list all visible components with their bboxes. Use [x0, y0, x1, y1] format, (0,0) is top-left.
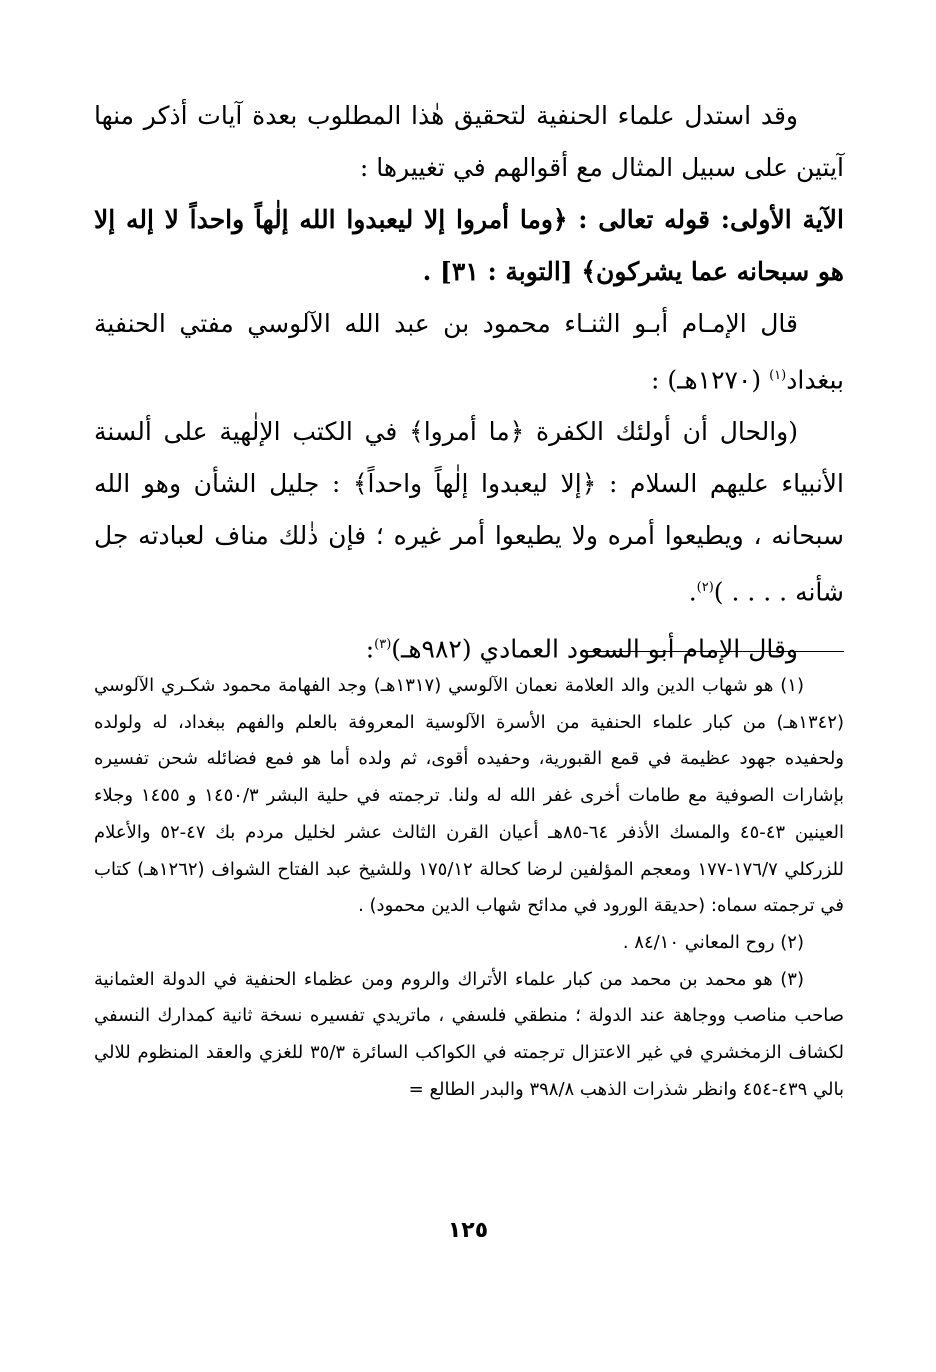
- alusi-quote-tail: .: [688, 577, 697, 607]
- alusi-quote-text: (والحال أن أولئك الكفرة ﴿ما أمروا﴾ في الكتب الإلٰهية على ألسنة الأنبياء عليهم السلام : ﴿إلا ليعبدوا إلٰهاً واحداً﴾ : جليل الشأن وهو الله سبحانه ، ويطيعوا أمره ولا يطيعوا أمر غيره ؛ فإن ذٰلك مناف لعبادته جل شأنه . . . . ): [94, 417, 844, 607]
- main-text-block: [94, 90, 844, 675]
- footnote-divider: [582, 651, 844, 652]
- footnote-ref-2: (٢): [696, 580, 714, 596]
- intro-paragraph: وقد استدل علماء الحنفية لتحقيق هٰذا المطلوب بعدة آيات أذكر منها آيتين على سبيل المثال مع أقوالهم في تغييرها :: [94, 101, 844, 182]
- footnote-1: (١) هو شهاب الدين والد العلامة نعمان الآلوسي (١٣١٧هـ) وجد الفهامة محمود شكـري الآلوسي (١٣٤٢هـ) من كبار علماء الحنفية من الأسرة الآلوسية المعروفة بالعلم والفهم ببغداد، له ولولده ولحفيده جهود عظيمة في قمع القبورية، وحفيده أقوى، ثم ولده أما هو فمع فضائله شحن تفسيره بإشارات الصوفية مع طامات أخرى غفر الله له ولنا. ترجمته في حلية البشر ١٤٥٠/٣ و ١٤٥٥ وجلاء العينين ٤٣-٤٥ والمسك الأذفر ٦٤-٨٥هـ أعيان القرن الثالث عشر لخليل مردم بك ٤٧-٥٢ والأعلام للزركلي ١٧٦/٧-١٧٧ ومعجم المؤلفين لرضا كحالة ١٧٥/١٢ وللشيخ عبد الفتاح الشواف (١٢٦٢هـ) كتاب في ترجمته سماه: (حديقة الورود في مدائح شهاب الدين محمود) .: [94, 675, 844, 917]
- alusi-intro-paragraph: [94, 298, 844, 406]
- verse-text: ﴿وما أمروا إلا ليعبدوا الله إلٰهاً واحداً لا إله إلا هو سبحانه عما يشركون﴾: [94, 205, 844, 286]
- abu-saud-intro-text: وقال الإمام أبو السعود العمادي (٩٨٢هـ): [391, 633, 798, 663]
- verse-label: الآية الأولى: [729, 205, 845, 234]
- footnote-2: (٢) روح المعاني ٨٤/١٠ .: [622, 931, 804, 953]
- verse-paragraph: [94, 194, 844, 298]
- alusi-quote-paragraph: [94, 406, 844, 618]
- footnotes-block: [94, 668, 844, 1108]
- abu-saud-intro-paragraph: [94, 619, 844, 675]
- abu-saud-intro-tail: :: [365, 633, 375, 663]
- alusi-intro-tail: (١٢٧٠هـ) :: [651, 365, 770, 395]
- footnote-ref-1: (١): [769, 368, 787, 383]
- verse-reference: [التوبة : ٣١] .: [422, 257, 582, 286]
- page-number: ١٢٥: [447, 1218, 489, 1243]
- alusi-intro-text: قال الإمـام أبـو الثنـاء محمود بن عبد الله الآلوسي مفتي الحنفية ببغداد: [94, 309, 844, 395]
- verse-intro: : قوله تعالى :: [567, 205, 730, 234]
- footnote-3: (٣) هو محمد بن محمد من كبار علماء الأتراك والروم ومن عظماء الحنفية في الدولة العثمانية صاحب مناصب ووجاهة عند الدولة ؛ منطقي فلسفي ، ماتريدي تفسيره نسخة ثانية كمدارك النسفي لكشاف الزمخشري في غير الاعتزال ترجمته في الكواكب السائرة ٣٥/٣ للغزي والعقد المنظوم للالي بالي ٤٣٩-٤٥٤ وانظر شذرات الذهب ٣٩٨/٨ والبدر الطالع =: [94, 968, 844, 1100]
- footnote-ref-3: (٣): [374, 636, 392, 652]
